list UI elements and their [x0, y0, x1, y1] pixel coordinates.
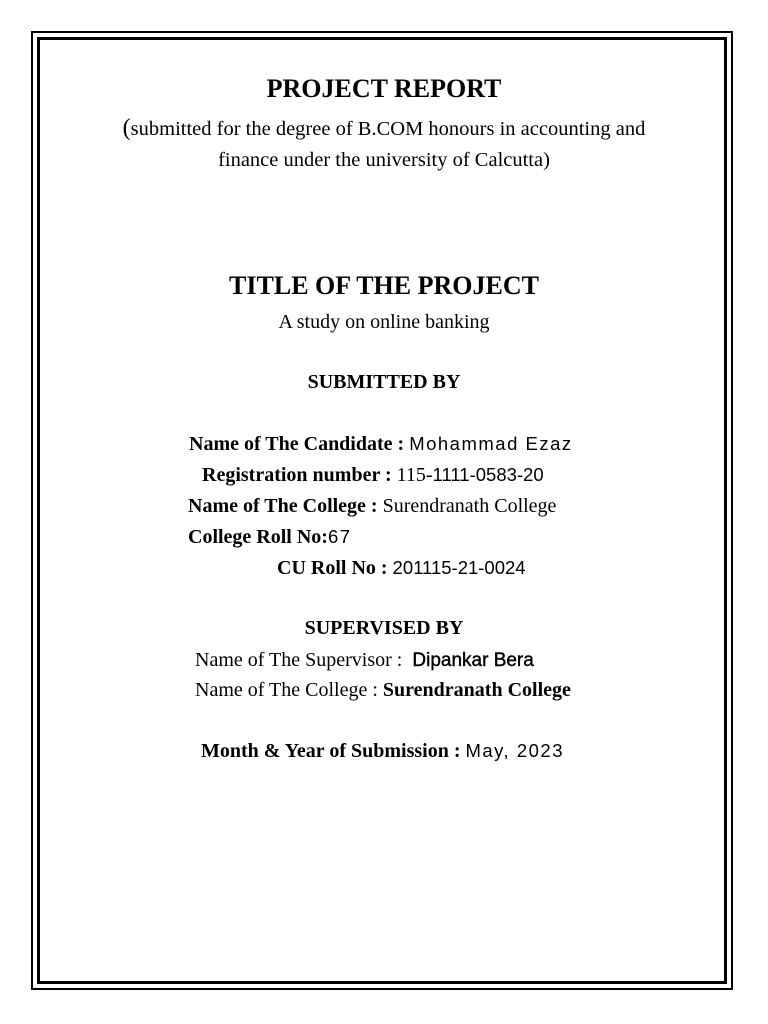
registration-value-b: 1111-0583-20: [432, 464, 544, 485]
college-roll-row: [188, 527, 352, 547]
college-value: Surendranath College: [382, 495, 557, 517]
candidate-name-label: Name of The Candidate :: [189, 433, 405, 455]
supervisor-name-value: Dipankar Bera: [412, 650, 534, 671]
registration-label: Registration number :: [202, 464, 392, 486]
subtitle-text-1: submitted for the degree of B.COM honours in accounting and: [130, 118, 646, 140]
project-title: A study on online banking: [278, 311, 490, 333]
cu-roll-label: CU Roll No :: [277, 557, 388, 579]
college-label: Name of The College :: [188, 495, 378, 517]
college-row: [188, 496, 556, 516]
project-heading: TITLE OF THE PROJECT: [229, 271, 539, 300]
submission-row: [201, 741, 564, 761]
registration-value-a: 115-: [396, 464, 433, 486]
college-roll-value: 67: [327, 526, 352, 547]
submission-value: May, 2023: [465, 740, 564, 761]
registration-row: [202, 465, 544, 485]
supervisor-college-value: Surendranath College: [382, 679, 571, 701]
cu-roll-value: 201115-21-0024: [392, 557, 526, 578]
supervisor-college-row: [195, 680, 571, 700]
submitted-by-heading: SUBMITTED BY: [307, 371, 461, 393]
college-roll-label: College Roll No:: [188, 526, 328, 548]
subtitle-line-1: [0, 116, 768, 140]
report-title: PROJECT REPORT: [266, 74, 502, 103]
subtitle-line-2: finance under the university of Calcutta): [218, 149, 550, 171]
supervisor-name-label: Name of The Supervisor :: [195, 649, 403, 671]
supervisor-name-row: [195, 650, 534, 670]
candidate-name-value: Mohammad Ezaz: [409, 433, 573, 454]
supervisor-college-label: Name of The College :: [195, 679, 378, 701]
supervised-by-heading: SUPERVISED BY: [304, 617, 464, 639]
candidate-name-row: [189, 434, 573, 454]
cu-roll-row: [277, 558, 526, 578]
subtitle-open-paren: (: [122, 115, 131, 141]
submission-label: Month & Year of Submission :: [201, 740, 461, 762]
